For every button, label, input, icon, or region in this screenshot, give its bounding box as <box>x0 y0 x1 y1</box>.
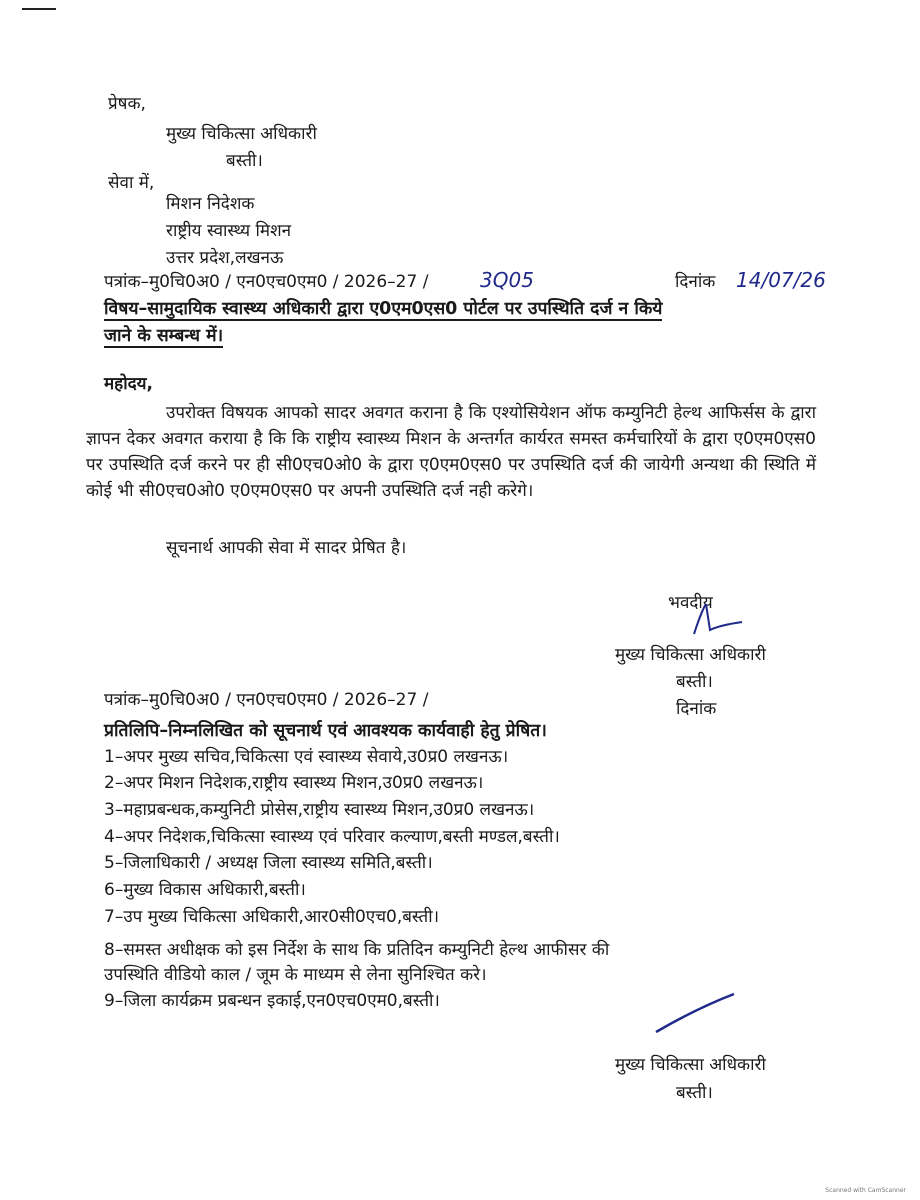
handwritten-reference-number: 3Q05 <box>480 268 534 292</box>
signature1-place: बस्ती। <box>676 672 713 692</box>
copy-item: 3–महाप्रबन्धक,कम्युनिटी प्रोसेस,राष्ट्रीय स्वास्थ्य मिशन,उ0प्र0 लखनऊ। <box>104 800 535 820</box>
subject-line1: विषय–सामुदायिक स्वास्थ्य अधिकारी द्वारा ए0एम0एस0 पोर्टल पर उपस्थिति दर्ज न किये <box>104 299 663 319</box>
copy-item: 1–अपर मुख्य सचिव,चिकित्सा एवं स्वास्थ्य सेवाये,उ0प्र0 लखनऊ। <box>104 747 509 767</box>
sender-place: बस्ती। <box>226 151 263 171</box>
copy-item-continuation: उपस्थिति वीडियो काल / जूम के माध्यम से लेना सुनिश्चित करे। <box>104 965 487 985</box>
recipient-line2: राष्ट्रीय स्वास्थ्य मिशन <box>166 221 292 241</box>
copy-item: 7–उप मुख्य चिकित्सा अधिकारी,आर0सी0एच0,बस्ती। <box>104 907 440 927</box>
signature1-title: मुख्य चिकित्सा अधिकारी <box>615 645 766 665</box>
signature-mark <box>688 600 758 640</box>
closing-bhavdiya: भवदीय <box>668 593 713 613</box>
body-paragraph-2: सूचनार्थ आपकी सेवा में सादर प्रेषित है। <box>166 538 407 558</box>
signature-stroke <box>650 988 740 1038</box>
copy-heading: प्रतिलिपि–निम्नलिखित को सूचनार्थ एवं आवश्यक कार्यवाही हेतु प्रेषित। <box>104 721 547 741</box>
signature2-place: बस्ती। <box>676 1083 713 1103</box>
copy-item: 4–अपर निदेशक,चिकित्सा स्वास्थ्य एवं परिवार कल्याण,बस्ती मण्डल,बस्ती। <box>104 827 560 847</box>
copy-item: 9–जिला कार्यक्रम प्रबन्धन इकाई,एन0एच0एम0,बस्ती। <box>104 991 440 1011</box>
signature2-title: मुख्य चिकित्सा अधिकारी <box>615 1055 766 1075</box>
copy-date-label: दिनांक <box>676 699 717 719</box>
date-label: दिनांक <box>675 272 716 292</box>
top-margin-mark <box>22 8 56 10</box>
copy-item: 8–समस्त अधीक्षक को इस निर्देश के साथ कि प्रतिदिन कम्युनिटी हेल्थ आफीसर की <box>104 940 610 960</box>
sender-label: प्रेषक, <box>108 94 146 114</box>
handwritten-date: 14/07/26 <box>736 268 826 292</box>
subject-line2: जाने के सम्बन्ध में। <box>104 326 224 346</box>
sender-title: मुख्य चिकित्सा अधिकारी <box>166 124 317 144</box>
to-label: सेवा में, <box>108 173 155 193</box>
reference-number-label: पत्रांक–मु0चि0अ0 / एन0एच0एम0 / 2026–27 / <box>104 272 429 292</box>
recipient-line1: मिशन निदेशक <box>166 194 255 214</box>
copy-item: 2–अपर मिशन निदेशक,राष्ट्रीय स्वास्थ्य मिशन,उ0प्र0 लखनऊ। <box>104 773 484 793</box>
copy-item: 6–मुख्य विकास अधिकारी,बस्ती। <box>104 880 306 900</box>
body-paragraph-1: उपरोक्त विषयक आपको सादर अवगत कराना है कि एश्योसियेशन ऑफ कम्युनिटी हेल्थ आफिर्सस के द्वारा ज्ञापन देकर अवगत कराया है कि कि राष्ट्रीय स्वास्थ्य मिशन के अन्तर्गत कार्यरत समस्त कर्मचारियों के द्वारा ए0एम0एस0 पर उपस्थिति दर्ज करने पर ही सी0एच0ओ0 के द्वारा ए0एम0एस0 पर उपस्थिति दर्ज की जायेगी अन्यथा की स्थिति में कोई भी सी0एच0ओ0 ए0एम0एस0 पर अपनी उपस्थिति दर्ज नही करेगे। <box>86 403 816 501</box>
copy-reference-label: पत्रांक–मु0चि0अ0 / एन0एच0एम0 / 2026–27 / <box>104 690 429 710</box>
recipient-line3: उत्तर प्रदेश,लखनऊ <box>166 248 284 268</box>
salutation: महोदय, <box>104 374 153 394</box>
copy-item: 5–जिलाधिकारी / अध्यक्ष जिला स्वास्थ्य समिति,बस्ती। <box>104 853 433 873</box>
scan-watermark: Scanned with CamScanner <box>825 1187 906 1194</box>
